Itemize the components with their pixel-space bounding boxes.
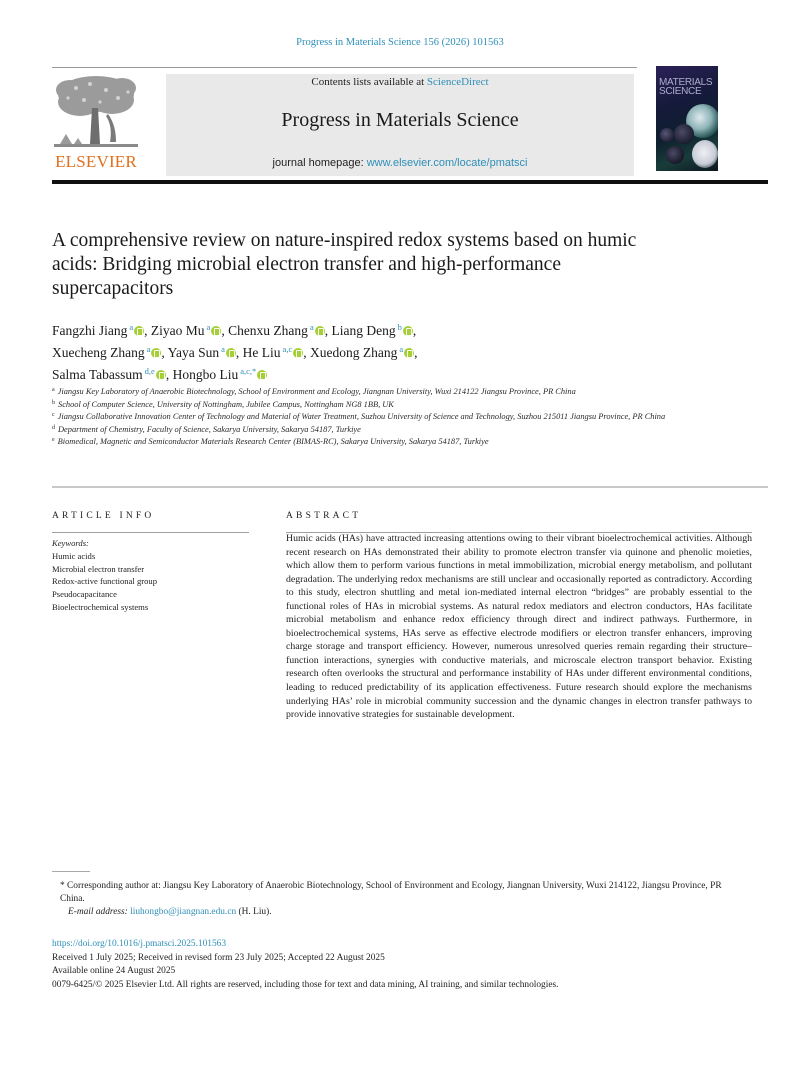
orcid-icon[interactable] bbox=[315, 326, 325, 336]
footnote-marker: * bbox=[60, 881, 65, 891]
orcid-icon[interactable] bbox=[226, 348, 236, 358]
affiliation-text: School of Computer Science, University of Nottingham, Jubilee Campus, Nottingham NG8 1BB, UK bbox=[58, 399, 394, 409]
affiliation-marker[interactable]: b bbox=[397, 322, 402, 332]
affiliation-item bbox=[52, 423, 692, 436]
abstract-text: Humic acids (HAs) have attracted increasing attentions owing to their vibrant bioelectrochemical activities. Although recent research on HAs demonstrated their ability to promote electron transfer via quinone and phenolic moieties, which allow them to perform various functions in metal immobilization, microbial energy metabolism, and pollutant degradation. The underlying redox mechanisms are still unclear and occasionally reported as contradictory. According to this study, electron shuttling and metal ion-mediated internal electron “bridges” are probably essential to the functional roles of HAs in microbial systems. As natural redox mediators and electron conductors, HAs facilitate microbial metabolism and enhance redox efficiency through direct and indirect pathways. Furthermore, in bioelectrochemical systems, HAs serve as effective electrode modifiers or electron transfer enhancers, improving charge storage and transport efficiency. However, numerous unresolved queries remain regarding their structure–function interactions, synergies with conductive materials, and microscale electron transport behavior. Existing research often overlooks the structural and performance instability of HAs under different environmental conditions, leading to reduced predictability of its application effectiveness. Future research should explore the mechanisms underlying HAs’ role in microbial community succession and the dynamic changes in electron transfer pathways to provide innovative strategies for sustainable development. bbox=[286, 533, 752, 721]
author-list: Fangzhi Jiang $^a$ , Ziyao Mu $^a$ , Chenxu Zhang $^a$ , Liang Deng $^b$ , Xuecheng Zhang $^a$ , Yaya Sun $^a$ , He Liu $^{a,c}$ , Xuedong Zhang $^a$ , Salma Tabassum $^{d,e}$ , Hongbo Liu $^{a,c,*}$ bbox=[52, 322, 418, 382]
affiliation-text: Jiangsu Key Laboratory of Anaerobic Biotechnology, School of Environment and Ecology, Jiangnan University, Wuxi 214122 Jiangsu Province, PR China bbox=[57, 387, 576, 396]
cover-bubble bbox=[660, 128, 674, 142]
header-rule bbox=[52, 67, 637, 68]
email-line bbox=[52, 906, 742, 919]
orcid-icon[interactable] bbox=[134, 326, 144, 336]
keyword: Humic acids bbox=[52, 550, 96, 561]
email-label: E-mail address: bbox=[68, 907, 128, 918]
keywords-block bbox=[52, 537, 252, 614]
orcid-icon[interactable] bbox=[156, 370, 166, 380]
publication-info bbox=[52, 938, 752, 992]
affiliation-item bbox=[52, 410, 692, 423]
corresponding-author-text: Corresponding author at: Jiangsu Key Laboratory of Anaerobic Biotechnology, School of Environment and Ecology, Jiangnan University, Wuxi 214122, Jiangsu Province, PR China. bbox=[60, 881, 722, 905]
affiliation-marker[interactable]: a bbox=[146, 344, 151, 354]
author-name[interactable]: Ziyao Mu $^a$ bbox=[151, 323, 221, 338]
affiliation-marker[interactable]: d,e bbox=[144, 366, 155, 376]
article-info-rule bbox=[52, 532, 249, 533]
doi-link[interactable]: https://doi.org/10.1016/j.pmatsci.2025.101563 bbox=[52, 939, 227, 949]
contents-prefix: Contents lists available at bbox=[311, 76, 427, 88]
email-link[interactable]: liuhongbo@jiangnan.edu.cn bbox=[130, 907, 237, 918]
affiliation-text: Biomedical, Magnetic and Semiconductor Materials Research Center (BIMAS-RC), Sakarya University, Sakarya 54187, Turkiye bbox=[57, 437, 489, 447]
author-name[interactable]: Xuecheng Zhang $^a$ bbox=[52, 345, 161, 360]
author-name[interactable]: He Liu $^{a,c}$ bbox=[243, 345, 304, 360]
copyright-notice: 0079-6425/© 2025 Elsevier Ltd. All rights are reserved, including those for text and data mining, AI training, and similar technologies. bbox=[52, 979, 559, 990]
cover-bubble bbox=[674, 124, 694, 144]
journal-title[interactable]: Progress in Materials Science bbox=[281, 109, 519, 131]
cover-bubble bbox=[692, 140, 718, 168]
article-info-heading: ARTICLE INFO bbox=[52, 511, 155, 521]
affiliation-text: Jiangsu Collaborative Innovation Center of Technology and Material of Water Treatment, Suzhou University of Science and Technology, Suzhou 215011 Jiangsu Province, PR China bbox=[57, 412, 666, 422]
affiliation-item bbox=[52, 435, 692, 448]
cover-bubble bbox=[666, 146, 684, 164]
section-rule bbox=[52, 486, 768, 488]
affiliation-item bbox=[52, 398, 692, 411]
abstract-heading: ABSTRACT bbox=[286, 511, 362, 521]
orcid-icon[interactable] bbox=[403, 326, 413, 336]
orcid-icon[interactable] bbox=[293, 348, 303, 358]
homepage-line bbox=[166, 157, 634, 169]
orcid-icon[interactable] bbox=[151, 348, 161, 358]
orcid-icon[interactable] bbox=[257, 370, 267, 380]
author-name[interactable]: Hongbo Liu $^{a,c,*}$ bbox=[173, 367, 268, 382]
received-dates: Received 1 July 2025; Received in revised form 23 July 2025; Accepted 22 August 2025 bbox=[52, 952, 385, 963]
affiliation-marker[interactable]: a bbox=[309, 322, 314, 332]
homepage-prefix: journal homepage: bbox=[272, 157, 367, 169]
journal-homepage-link[interactable]: www.elsevier.com/locate/pmatsci bbox=[366, 157, 528, 169]
affiliation-marker[interactable]: a bbox=[399, 344, 404, 354]
affiliation-key: c bbox=[52, 412, 55, 419]
affiliation-marker[interactable]: a bbox=[206, 322, 211, 332]
orcid-icon[interactable] bbox=[404, 348, 414, 358]
author-name[interactable]: Xuedong Zhang $^a$ bbox=[310, 345, 414, 360]
author-name[interactable]: Fangzhi Jiang $^a$ bbox=[52, 323, 144, 338]
affiliation-item bbox=[52, 385, 692, 398]
affiliation-marker[interactable]: a,c bbox=[282, 344, 293, 354]
orcid-icon[interactable] bbox=[211, 326, 221, 336]
running-head[interactable] bbox=[0, 37, 800, 48]
author-name[interactable]: Chenxu Zhang $^a$ bbox=[228, 323, 325, 338]
keyword: Pseudocapacitance bbox=[52, 589, 117, 600]
keyword: Bioelectrochemical systems bbox=[52, 601, 149, 612]
corresponding-author-footnote bbox=[52, 880, 742, 920]
affiliation-list bbox=[52, 385, 692, 448]
cover-title: MATERIALS SCIENCE bbox=[659, 77, 713, 97]
affiliation-marker[interactable]: a bbox=[221, 344, 225, 354]
author-name[interactable]: Liang Deng $^b$ bbox=[331, 323, 412, 338]
author-name[interactable]: Salma Tabassum $^{d,e}$ bbox=[52, 367, 166, 382]
keywords-label: Keywords: bbox=[52, 538, 89, 548]
journal-cover-image[interactable] bbox=[656, 66, 718, 171]
affiliation-marker[interactable]: a,c,* bbox=[240, 366, 257, 376]
article-title: A comprehensive review on nature-inspired redox systems based on humic acids: Bridging microbial electron transfer and high-performance supercapacitors bbox=[52, 230, 637, 299]
elsevier-wordmark: ELSEVIER bbox=[55, 152, 137, 171]
contents-line bbox=[166, 76, 634, 88]
header-thick-rule bbox=[52, 180, 768, 184]
affiliation-key: e bbox=[52, 437, 55, 444]
affiliation-key: a bbox=[52, 387, 55, 393]
keyword: Redox-active functional group bbox=[52, 576, 158, 587]
keyword: Microbial electron transfer bbox=[52, 563, 145, 574]
online-date: Available online 24 August 2025 bbox=[52, 966, 176, 977]
author-name[interactable]: Yaya Sun $^a$ bbox=[168, 345, 236, 360]
sciencedirect-link[interactable]: ScienceDirect bbox=[426, 76, 489, 88]
affiliation-text: Department of Chemistry, Faculty of Science, Sakarya University, Sakarya 54187, Turkiye bbox=[58, 424, 361, 434]
footnote-rule bbox=[52, 871, 90, 872]
affiliation-marker[interactable]: a bbox=[129, 322, 134, 332]
journal-citation-link[interactable]: Progress in Materials Science 156 (2026) 101563 bbox=[296, 37, 504, 48]
affiliation-key: d bbox=[52, 424, 55, 431]
journal-masthead bbox=[166, 74, 634, 176]
affiliation-key: b bbox=[52, 399, 55, 406]
email-suffix: (H. Liu). bbox=[236, 907, 272, 918]
